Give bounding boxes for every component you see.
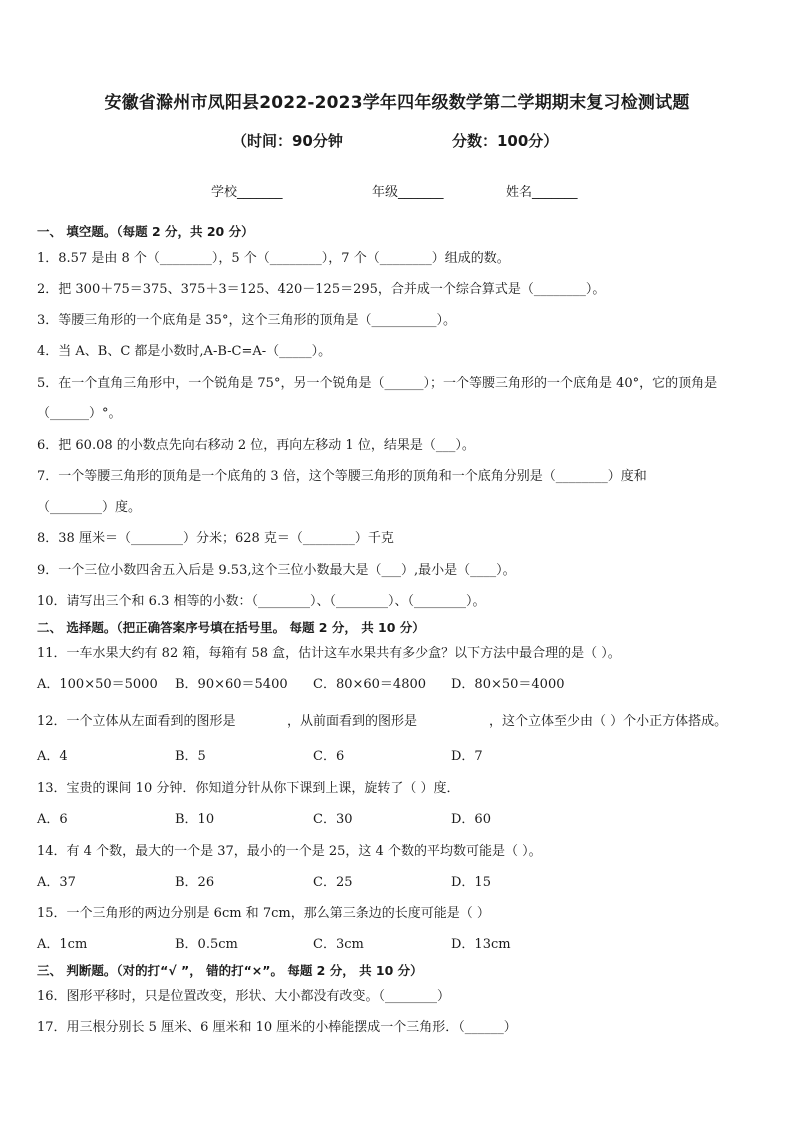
q15-option-d: D．13cm: [451, 937, 511, 952]
q14-option-a: A．37: [37, 875, 76, 890]
question-11: 11．一车水果大约有 82 箱，每箱有 58 盒，估计这车水果共有多少盒？以下方法中最合理的是（ ）。: [37, 646, 621, 661]
question-13: 13．宝贵的课间 10 分钟．你知道分针从你下课到上课，旋转了（ ）度．: [37, 781, 460, 796]
question-12-part1: 12．一个立体从左面看到的图形是: [37, 714, 236, 729]
exam-title: 安徽省滁州市凤阳县2022-2023学年四年级数学第二学期期末复习检测试题: [104, 93, 690, 113]
q15-option-c: C．3cm: [313, 937, 364, 952]
question-14: 14．有 4 个数，最大的一个是 37，最小的一个是 25，这 4 个数的平均数可能是（ ）。: [37, 844, 542, 859]
question-5-cont: （______）°。: [37, 406, 122, 421]
name-field: 姓名_______: [506, 185, 578, 200]
q13-option-d: D．60: [451, 812, 491, 827]
q14-option-b: B．26: [175, 875, 215, 890]
q13-option-a: A．6: [37, 812, 68, 827]
q14-option-c: C．25: [313, 875, 353, 890]
question-7-cont: （________）度。: [37, 500, 142, 515]
q11-option-a: A．100×50＝5000: [37, 677, 158, 692]
question-15: 15．一个三角形的两边分别是 6cm 和 7cm，那么第三条边的长度可能是（ ）: [37, 906, 490, 921]
q11-option-d: D．80×50＝4000: [451, 677, 565, 692]
q15-option-a: A．1cm: [37, 937, 88, 952]
question-5: 5．在一个直角三角形中，一个锐角是 75°，另一个锐角是（______）；一个等腰三角形的一个底角是 40°，它的顶角是: [37, 376, 718, 391]
q11-option-c: C．80×60＝4800: [313, 677, 427, 692]
question-4: 4．当 A、B、C 都是小数时,A-B-C=A-（_____）。: [37, 344, 332, 359]
q13-option-c: C．30: [313, 812, 353, 827]
question-10: 10．请写出三个和 6.3 相等的小数：（________）、（________）、（________）。: [37, 594, 486, 609]
q12-option-a: A．4: [37, 749, 68, 764]
question-7: 7．一个等腰三角形的顶角是一个底角的 3 倍，这个等腰三角形的顶角和一个底角分别是（________）度和: [37, 469, 647, 484]
question-12-part3: ，这个立体至少由（ ）个小正方体搭成。: [489, 714, 728, 729]
question-8: 8．38 厘米＝（________）分米；628 克＝（________）千克: [37, 531, 394, 546]
q12-option-d: D．7: [451, 749, 483, 764]
school-field: 学校_______: [211, 185, 283, 200]
question-2: 2．把 300＋75＝375、375＋3＝125、420－125＝295，合并成一个综合算式是（________）。: [37, 282, 606, 297]
question-9: 9．一个三位小数四舍五入后是 9.53,这个三位小数最大是（___）,最小是（____）。: [37, 563, 516, 578]
grade-field: 年级_______: [372, 185, 444, 200]
section-heading-judgement: 三、 判断题。（对的打“√ ”， 错的打“×”。 每题 2 分， 共 10 分）: [37, 963, 423, 978]
q11-option-b: B．90×60＝5400: [175, 677, 288, 692]
question-1: 1．8.57 是由 8 个（________），5 个（________），7 个（________）组成的数。: [37, 251, 510, 266]
section-heading-choice: 二、 选择题。（把正确答案序号填在括号里。 每题 2 分， 共 10 分）: [37, 620, 425, 635]
exam-time: （时间：90分钟: [232, 132, 343, 150]
q12-option-c: C．6: [313, 749, 345, 764]
question-6: 6．把 60.08 的小数点先向右移动 2 位，再向左移动 1 位，结果是（___）。: [37, 438, 475, 453]
q12-option-b: B．5: [175, 749, 206, 764]
left-view-figure: [246, 701, 286, 741]
section-heading-fill-blank: 一、 填空题。（每题 2 分，共 20 分）: [37, 224, 254, 239]
front-view-figure: [427, 701, 489, 741]
question-12-part2: ，从前面看到的图形是: [287, 714, 418, 729]
question-16: 16．图形平移时，只是位置改变，形状、大小都没有改变。（________）: [37, 989, 451, 1004]
q15-option-b: B．0.5cm: [175, 937, 238, 952]
q13-option-b: B．10: [175, 812, 215, 827]
question-3: 3．等腰三角形的一个底角是 35°，这个三角形的顶角是（__________）。: [37, 313, 456, 328]
exam-score: 分数：100分）: [452, 132, 559, 150]
question-17: 17．用三根分别长 5 厘米、6 厘米和 10 厘米的小棒能摆成一个三角形．（______）: [37, 1020, 517, 1035]
q14-option-d: D．15: [451, 875, 491, 890]
